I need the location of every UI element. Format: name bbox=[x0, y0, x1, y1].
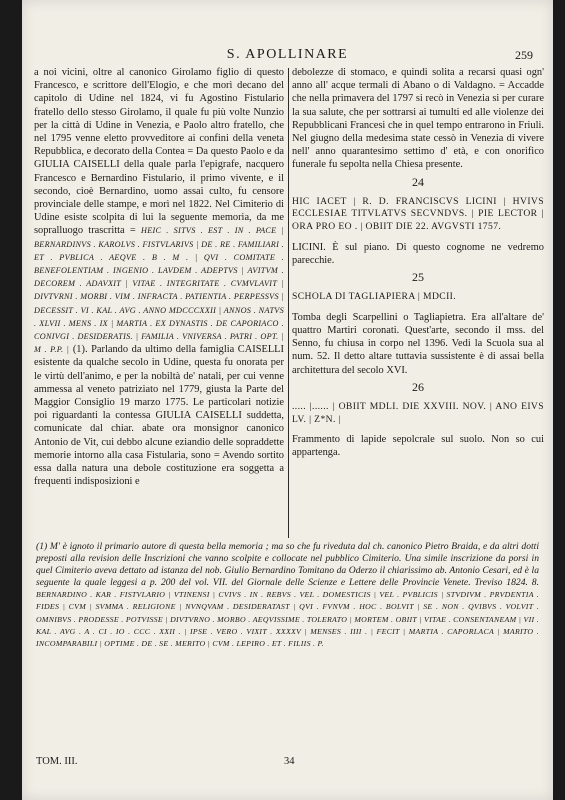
column-divider bbox=[288, 68, 289, 538]
entry-commentary: Tomba degli Scarpellini o Tagliapietra. Era all'altare de' quattro Martiri coronati. Quest'arte, secondo il mss. del Senno, fu chiusa in corpo nel 1396. Vedi la Scuola sua al num. 52. Il detto altare tuttavia sussistente è di assai bella architettura del secolo XVI. bbox=[292, 311, 544, 376]
entry-number: 26 bbox=[412, 379, 424, 394]
entry-commentary: Frammento di lapide sepolcrale sul suolo. Non so cui appartenga. bbox=[292, 434, 544, 459]
entry-commentary: LICINI. È sul piano. Di questo cognome ne vedremo parecchie. bbox=[292, 241, 544, 266]
book-page bbox=[22, 0, 553, 800]
entry-number: 24 bbox=[412, 174, 424, 189]
right-column bbox=[292, 66, 544, 460]
right-column-continuation: debolezze di stomaco, e quindi solita a recarsi quasi ogn' anno all' acque termali di Abano o di Valdagno. = Accadde che nella primavera del 1797 si recò in Venezia si per curare la sua salute, che per sottrarsi ai tumulti ed alle violenze dei Repubblicani Francesi che in quel tempo entrarono in Friuli. Nel giugno della medesima state cessò in Venezia di vivere nell' anno quarantesimo settimo d' età, e con onorifico funerale fu sepolta nella Chiesa presente. bbox=[292, 67, 544, 171]
page-header bbox=[22, 47, 553, 67]
footnote bbox=[36, 541, 539, 650]
running-title: S. APOLLINARE bbox=[226, 47, 349, 62]
signature-line bbox=[36, 756, 539, 770]
footnote-reference: (1). bbox=[72, 344, 88, 356]
bernardino-inscription: HEIC . SITVS . EST . IN . PACE | BERNARDINVS . KAROLVS . FISTVLARIVS | DE . RE . FAMILIARI . ET . PVBLICA . AEQVE . B . M . | QVI . COMITATE . BENEFOLENTIAM . INGENIO . LAVDEM . ADEPTVS | AVITVM . DECOREM . ADAVXIT | VITAE . INTEGRITATE . CVMVLAVIT | DIVTVRNI . MORBI . VIM . INFRACTA . PATIENTIA . PERPESSVS | DECESSIT . VI . KAL . AVG . ANNO MDCCCXXII | ANNOS . NATVS . XLVII . MENS . IX | MARTIA . EX DYNASTIS . DE CAPORIACO . CONIVGI . DESIDERATIS. | FAMILIA . VNIVERSA . PATRI . OPT. | M . P.P. | bbox=[34, 226, 284, 355]
footnote-text: (1) M' è ignoto il primario autore di questa bella memoria ; ma so che fu riveduta dal ch. canonico Pietro Braida, e da altri dotti preposti alla revision delle Inscrizioni che vanno scolpite e collocate nel pubblico Cimiterio. Una simile inscrizione da porsi in quel Cimiterio aveva dettato ad istanza del nob. Giulio Bernardino Tomitano da Oderzo il chiarissimo ab. Antonio Cesari, ed è la seguente la quale leggesi a p. 200 del vol. VII. del Giornale delle Scienze e Lettere delle Provincie Venete. Treviso 1824. 8. bbox=[36, 541, 539, 589]
volume-mark: TOM. III. bbox=[36, 756, 78, 767]
entry-inscription: ..... |...... | OBIIT MDLI. DIE XXVIII. NOV. | ANO EIVS LV. | Z*N. | bbox=[292, 401, 544, 425]
page-number: 259 bbox=[515, 48, 533, 62]
entry-inscription: SCHOLA DI TAGLIAPIERA | MDCII. bbox=[292, 291, 457, 303]
entry-number: 25 bbox=[412, 270, 424, 285]
sheet-signature: 34 bbox=[284, 756, 295, 767]
entry-inscription: HIC IACET | R. D. FRANCISCVS LICINI | HVIVS ECCLESIAE TITVLATVS SECVNDVS. | PIE LECTOR | ORA PRO EO . | OBIIT DIE 22. AVGVSTI 1757. bbox=[292, 195, 544, 233]
left-column-text: a noi vicini, oltre al canonico Girolamo figlio di questo Francesco, e scrittore dell'Elogio, e che morì decano del capitolo di Udine nel 1824, vi fu Agostino Fistulario fratello dello stesso Girolamo, il quale fu più volte Nunzio per la città di Udine in Venezia, e Paolo altro fratello, che nel 1795 venne eletto provveditore ai confini della veneta Repubblica, e decorato della Contea = Da questo Paolo e da GIULIA CAISELLI della quale parla l'epigrafe, nacquero Francesco e Bernardino Fistulario, il primo vivente, e il secondo, cioè Bernardino, uomo assai culto, fu censore provinciale delle stampe, e morì nel 1822. Nel Cimiterio di Udine esiste scolpita di lui la seguente memoria, da me sopralluogo trascritta = bbox=[34, 67, 284, 237]
footnote-inscription: BERNARDINO . KAR . FISTVLARIO | VTINENSI | CVIVS . IN . REBVS . VEL . DOMESTICIS | VEL . PVBLICIS | STVDIVM . PRVDENTIA . FIDES | CVM | SVMMA . RELIGIONE | NVNQVAM . DESIDERATAST | QVI . FVNVM . HOC . BOLVIT | SE . NON . QVIBVS . VOLVIT . OMNIBVS . PRODESSE . POTVISSE | DIVTVRNO . MORBO . AEQVISSIME . TOLERATO | MORTEM . OBIIT | VITAE . CONSENTANEAM | VII . KAL . AVG . A . CI . IO . CCC . XXII . | IPSE . VERO . VIXIT . XXXXV | MENSES . IIII . | FECIT | MARTIA . CAPORLACA | MARITO . INCOMPARABILI | OPTIME . DE . SE . MERITO | CVM . LEPIRO . ET . FILIIS . P. bbox=[36, 590, 539, 648]
left-column bbox=[34, 66, 284, 489]
caiselli-paragraph: Parlando da ultimo della famiglia CAISELLI esistente da qualche secolo in Udine, questa fu onorata per le virtù dell'animo, e per la nobiltà de' natali, per cui venne ammessa al veneto patriziato nel 1779, giusta la Parte del Maggior Consiglio 19 marzo 1775. Le particolari notizie poi riguardanti la contessa GIULIA CAISELLI suddetta, comunicate dal chiar. abate ora monsignor canonico Antonio de Vit, cui debbo alcune eziandio delle sopraddette memorie intorno alla casa Fistularia, sono = Avendo sortito essa dalla natura una debole costituzione era soggetta a frequenti indisposizioni e bbox=[34, 344, 284, 488]
